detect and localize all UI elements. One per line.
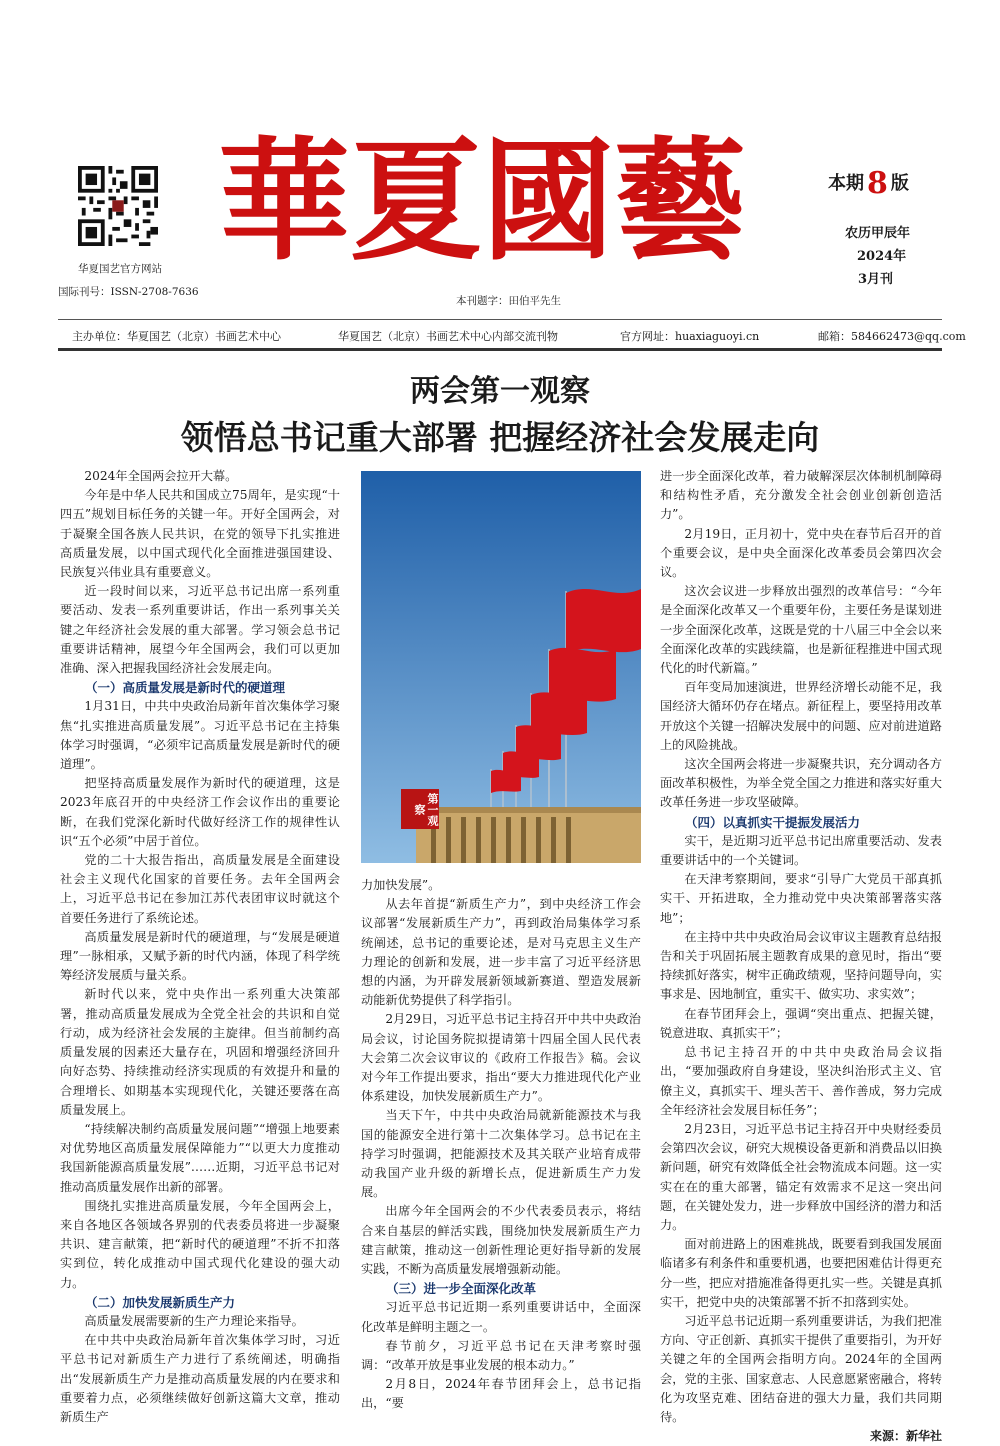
month: 3月刊 bbox=[858, 272, 894, 287]
paragraph: 2月23日，习近平总书记主持召开中央财经委员会第四次会议，研究大规模设备更新和消费品以旧换新问题，研究有效降低全社会物流成本问题。这一实实在在的重大部署，锚定有效需求不足这一突出问题，在关键处发力，进一步释放中国经济的潜力和活力。 bbox=[660, 1121, 942, 1232]
article-headline: 领悟总书记重大部署 把握经济社会发展走向 bbox=[180, 418, 820, 457]
column-3 bbox=[660, 467, 942, 1446]
paragraph: 1月31日，中共中央政治局新年首次集体学习聚焦“扎实推进高质量发展”。习近平总书记在主持集体学习时强调，“必须牢记高质量发展是新时代的硬道理”。 bbox=[60, 699, 340, 772]
paragraph: 面对前进路上的困难挑战，既要看到我国发展面临诸多有利条件和重要机遇，也要把困难估计得更充分一些，把应对措施准备得更扎实一些。关键是真抓实干，把党中央的决策部署不折不扣落到实处。 bbox=[660, 1237, 942, 1309]
paragraph: 春节前夕，习近平总书记在天津考察时强调：“改革开放是事业发展的根本动力。” bbox=[361, 1338, 641, 1373]
paragraph: 围绕扎实推进高质量发展，今年全国两会上，来自各地区各领域各界别的代表委员将进一步凝聚共识、建言献策，把“新时代的硬道理”不折不扣落实到位，转化成推动中国式现代化建设的强大动力。 bbox=[60, 1198, 340, 1290]
paragraph: 新时代以来，党中央作出一系列重大决策部署，推动高质量发展成为全党全社会的共识和自觉行动，成为经济社会发展的主旋律。但当前制约高质量发展的因素还大量存在，巩固和增强经济回升向好态势、持续推动经济实现质的有效提升和量的合理增长、如期基本实现现代化，关键还要落在高质量发展上。 bbox=[60, 987, 340, 1117]
paragraph: 当天下午，中共中央政治局就新能源技术与我国的能源安全进行第十二次集体学习。总书记在主持学习时强调，把能源技术及其关联产业培育成带动我国产业升级的新增长点，促进新质生产力发展。 bbox=[361, 1108, 641, 1200]
paragraph: 在主持中共中央政治局会议审议主题教育总结报告和关于巩固拓展主题教育成果的意见时，指出“要持续抓好落实，树牢正确政绩观，坚持问题导向，实事求是、因地制宜，重实干、做实功、求实效”； bbox=[660, 929, 942, 1002]
issn: 国际刊号：ISSN-2708-7636 bbox=[58, 286, 199, 298]
issue-number: 8 bbox=[867, 166, 888, 201]
info-bar-rule bbox=[58, 348, 942, 351]
paragraph: 今年是中华人民共和国成立75周年，是实现“十四五”规划目标任务的关键一年。开好全国两会，对于凝聚全国各族人民共识，在党的领导下扎实推进高质量发展，以中国式现代化全面推进强国建设、民族复兴伟业具有重要意义。 bbox=[60, 488, 340, 580]
section-heading: （四）以真抓实干提振发展活力 bbox=[685, 814, 861, 830]
paragraph: 习近平总书记近期一系列重要讲话中，全面深化改革是鲜明主题之一。 bbox=[361, 1300, 641, 1334]
section-heading: （二）加快发展新质生产力 bbox=[85, 1294, 236, 1310]
paragraph: 这次全国两会将进一步凝聚共识，充分调动各方面改革积极性，为举全党全国之力推进和落实好重大改革任务进一步攻坚破障。 bbox=[660, 757, 942, 810]
paragraph: 进一步全面深化改革，着力破解深层次体制机制障碍和结构性矛盾，充分激发全社会创业创新创造活力”。 bbox=[660, 469, 942, 522]
section-heading: （三）进一步全面深化改革 bbox=[386, 1281, 537, 1297]
paragraph: 百年变局加速演进，世界经济增长动能不足，我国经济大循环仍存在堵点。新征程上，要坚持用改革开放这个关键一招解决发展中的问题、应对前进道路上的风险挑战。 bbox=[660, 680, 942, 752]
paragraph: 总书记主持召开的中共中央政治局会议指出，“要加强政府自身建设，坚决纠治形式主义、官僚主义，真抓实干、埋头苦干、善作善成，努力完成全年经济社会发展目标任务”； bbox=[660, 1045, 942, 1117]
qr-code[interactable] bbox=[78, 166, 158, 246]
paragraph: 在春节团拜会上，强调“突出重点、把握关键，锐意进取、真抓实干”； bbox=[660, 1006, 942, 1040]
paragraph: 力加快发展”。 bbox=[361, 878, 441, 892]
paragraph: 高质量发展需要新的生产力理论来指导。 bbox=[84, 1313, 304, 1328]
paragraph: 在天津考察期间，要求“引导广大党员干部真抓实干、开拓进取，全力推动党中央决策部署落实落地”； bbox=[660, 872, 942, 925]
paragraph: 2月8日，2024年春节团拜会上，总书记指出，“要 bbox=[361, 1377, 641, 1411]
paragraph: 出席今年全国两会的不少代表委员表示，将结合来自基层的鲜活实践，围绕加快发展新质生产力建言献策，推动这一创新性理论更好指导新的发展实践，不断为高质量发展增强新动能。 bbox=[361, 1204, 641, 1277]
masthead-logo-text: 華夏國藝 bbox=[218, 124, 746, 279]
publication: 华夏国艺（北京）书画艺术中心内部交流刊物 bbox=[338, 330, 558, 343]
seal-stamp: 第一观察 bbox=[401, 789, 439, 829]
paragraph: 把坚持高质量发展作为新时代的硬道理，这是2023年底召开的中央经济工作会议作出的重要论断，在我们党深化新时代做好经济工作的规律性认识“五个必须”中居于首位。 bbox=[60, 776, 340, 848]
year: 2024年 bbox=[857, 249, 907, 264]
paragraph: 2024年全国两会拉开大幕。 bbox=[84, 469, 238, 483]
website-link[interactable]: 官方网址：huaxiaguoyi.cn bbox=[620, 330, 760, 343]
article-source: 来源：新华社 bbox=[869, 1429, 942, 1444]
issue-label: 本期 8 版 bbox=[828, 166, 909, 201]
masthead-logo bbox=[212, 112, 752, 282]
paragraph: 近一段时间以来，习近平总书记出席一系列重要活动、发表一系列重要讲话，作出一系列事关关键之年经济社会发展的重大部署。学习领会总书记重要讲话精神，展望今年全国两会，我们可以更加准确、深入把握我国经济社会发展走向。 bbox=[60, 584, 340, 676]
paragraph: 党的二十大报告指出，高质量发展是全面建设社会主义现代化国家的首要任务。去年全国两会上，习近平总书记在参加江苏代表团审议时就这个首要任务进行了系统论述。 bbox=[60, 853, 340, 925]
column-2 bbox=[361, 876, 641, 1414]
paragraph: 习近平总书记近期一系列重要讲话，为我们把准方向、守正创新、真抓实干提供了重要指引，为开好关键之年的全国两会指明方向。2024年的全国两会，党的主张、国家意志、人民意愿紧密融合，将转化为攻坚克难、团结奋进的强大力量，我们共同期待。 bbox=[660, 1313, 942, 1424]
paragraph: 实干，是近期习近平总书记出席重要活动、发表重要讲话中的一个关键词。 bbox=[660, 833, 942, 868]
inscription: 本刊题字：田伯平先生 bbox=[456, 295, 561, 307]
email-link[interactable]: 邮箱：584662473@qq.com bbox=[818, 330, 966, 343]
paragraph: 这次会议进一步释放出强烈的改革信号：“今年是全面深化改革又一个重要年份，主要任务是谋划进一步全面深化改革，这既是党的十八届三中全会以来全面深化改革的实践续篇，也是新征程推进中国式现代化的时代新篇。” bbox=[660, 584, 942, 676]
cover-photo bbox=[361, 471, 641, 863]
article-kicker: 两会第一观察 bbox=[410, 374, 590, 409]
paragraph: 2月19日，正月初十，党中央在春节后召开的首个重要会议，是中央全面深化改革委员会第四次会议。 bbox=[660, 526, 942, 580]
paragraph: 在中共中央政治局新年首次集体学习时，习近平总书记对新质生产力进行了系统阐述，明确指出“发展新质生产力是推动高质量发展的内在要求和重要着力点，必须继续做好创新这篇大文章，推动新质生产 bbox=[60, 1333, 340, 1424]
paragraph: 从去年首提“新质生产力”，到中央经济工作会议部署“发展新质生产力”，再到政治局集体学习系统阐述，总书记的重要论述，是对马克思主义生产力理论的创新和发展，进一步丰富了习近平经济思想的内涵，为开辟发展新领域新赛道、塑造发展新动能新优势提供了科学指引。 bbox=[361, 897, 641, 1008]
masthead-rule bbox=[58, 319, 942, 320]
section-heading: （一）高质量发展是新时代的硬道理 bbox=[85, 680, 286, 696]
lunar-year: 农历甲辰年 bbox=[845, 226, 911, 241]
qr-caption: 华夏国艺官方网站 bbox=[78, 263, 162, 275]
paragraph: 高质量发展是新时代的硬道理，与“发展是硬道理”一脉相承，又赋予新的时代内涵，体现了科学统筹经济发展质与量关系。 bbox=[60, 929, 340, 983]
column-1 bbox=[60, 467, 340, 1427]
paragraph: 2月29日，习近平总书记主持召开中共中央政治局会议，讨论国务院拟提请第十四届全国人民代表大会第二次会议审议的《政府工作报告》稿。会议对今年工作提出要求，指出“要大力推进现代化产业体系建设，加快发展新质生产力”。 bbox=[361, 1012, 641, 1104]
paragraph: “持续解决制约高质量发展问题”“增强上地要素对优势地区高质量发展保障能力”“以更大力度推动我国新能源高质量发展”……近期，习近平总书记对推动高质量发展作出新的部署。 bbox=[60, 1121, 340, 1194]
sponsor: 主办单位：华夏国艺（北京）书画艺术中心 bbox=[72, 330, 281, 343]
